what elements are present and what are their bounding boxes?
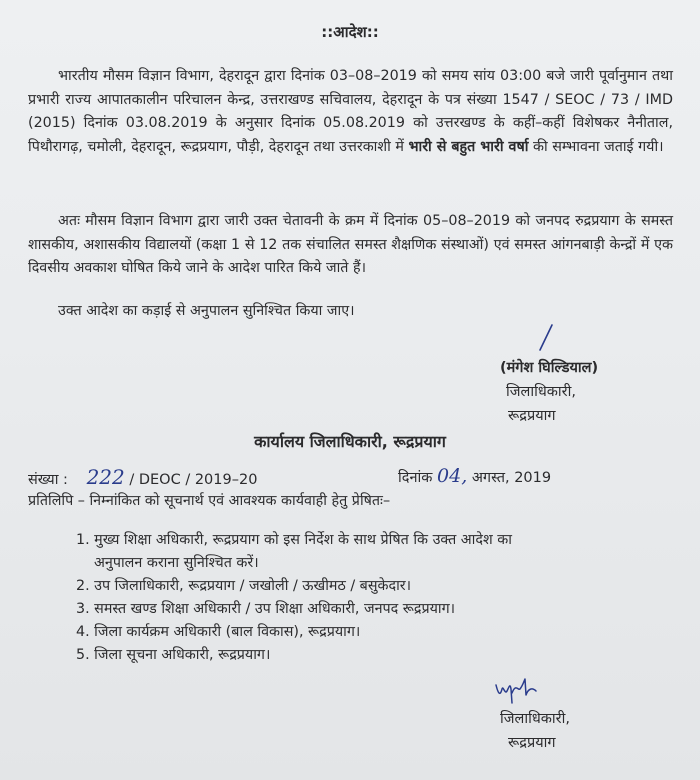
reference-label: संख्या : — [28, 472, 68, 488]
signatory-place: रूद्रप्रयाग — [508, 408, 556, 424]
para1-text-end: की सम्भावना जताई गयी। — [533, 138, 664, 155]
signatory-name: (मंगेश घिल्डियाल) — [500, 360, 599, 376]
reference-number-handwritten: 222 — [86, 465, 125, 489]
date-rest: अगस्त, 2019 — [471, 470, 552, 486]
reference-line — [28, 465, 668, 489]
para2-text: अतः मौसम विज्ञान विभाग द्वारा जारी उक्त चेतावनी के क्रम में दिनांक 05–08–2019 को जनपद रुद्रप्रयाग के समस्त शासकीय, अशासकीय विद्यालयों (कक्षा 1 से 12 तक संचालित समस्त शैक्षणिक संस्थाओं) एवं समस्त आंगनबाड़ी केन्द्रों में एक दिवसीय अवकाश घोषित किये जाने के आदेश पारित किये जाते हैं। — [28, 213, 673, 276]
signature-block-2 — [500, 707, 690, 755]
recipient-list — [76, 529, 676, 667]
list-item: 5. जिला सूचना अधिकारी, रूद्रप्रयाग। — [76, 647, 271, 663]
signature-block-1 — [500, 356, 690, 428]
para3-text: उक्त आदेश का कड़ाई से अनुपालन सुनिश्चित किया जाए। — [58, 303, 355, 319]
signatory-designation: जिलाधिकारी, — [506, 384, 576, 400]
copy-to-line: प्रतिलिपि – निम्नांकित को सूचनार्थ एवं आवश्यक कार्यवाही हेतु प्रेषितः– — [28, 493, 391, 509]
para1-bold-text: भारी से बहुत भारी वर्षा — [408, 138, 529, 155]
office-title: कार्यालय जिलाधिकारी, रूद्रप्रयाग — [254, 432, 446, 451]
date-handwritten: 04, — [437, 465, 468, 487]
handwritten-signature — [492, 675, 552, 709]
signature-mark — [536, 323, 556, 353]
list-item: 2. उप जिलाधिकारी, रूद्रप्रयाग / जखोली / ऊखीमठ / बसुकेदार। — [76, 578, 412, 594]
date-label: दिनांक — [398, 470, 433, 486]
document-heading: ::आदेश:: — [321, 23, 379, 41]
list-item: 3. समस्त खण्ड शिक्षा अधिकारी / उप शिक्षा अधिकारी, जनपद रूद्रप्रयाग। — [76, 601, 456, 617]
date-group — [398, 465, 551, 487]
list-item: 1. मुख्य शिक्षा अधिकारी, रूद्रप्रयाग को इस निर्देश के साथ प्रेषित कि उक्त आदेश का अनुपालन कराना सुनिश्चित करें। — [76, 532, 512, 571]
list-item: 4. जिला कार्यक्रम अधिकारी (बाल विकास), रूद्रप्रयाग। — [76, 624, 361, 640]
signatory-place: रूद्रप्रयाग — [508, 735, 556, 751]
para1-text: भारतीय मौसम विज्ञान विभाग, देहरादून द्वारा दिनांक 03–08–2019 को समय सांय 03:00 बजे जारी पूर्वानुमान तथा प्रभारी राज्य आपातकालीन परिचालन केन्द्र, उत्तराखण्ड सचिवालय, देहरादून के पत्र संख्या 1547 / SEOC / 73 / IMD (2015) दिनांक 03.08.2019 के अनुसार दिनांक 05.08.2019 को उत्तरखण्ड के कहीं–कहीं विशेषकर नैनीताल, पिथौरागढ़, चमोली, देहरादून, रूद्रप्रयाग, पौड़ी, देहरादून तथा उत्तरकाशी में — [28, 68, 673, 155]
paragraph-compliance — [28, 301, 668, 320]
paragraph-weather-forecast — [28, 65, 673, 159]
signatory-designation: जिलाधिकारी, — [500, 711, 570, 727]
reference-code: / DEOC / 2019–20 — [129, 472, 258, 488]
paragraph-holiday-order — [28, 210, 673, 281]
